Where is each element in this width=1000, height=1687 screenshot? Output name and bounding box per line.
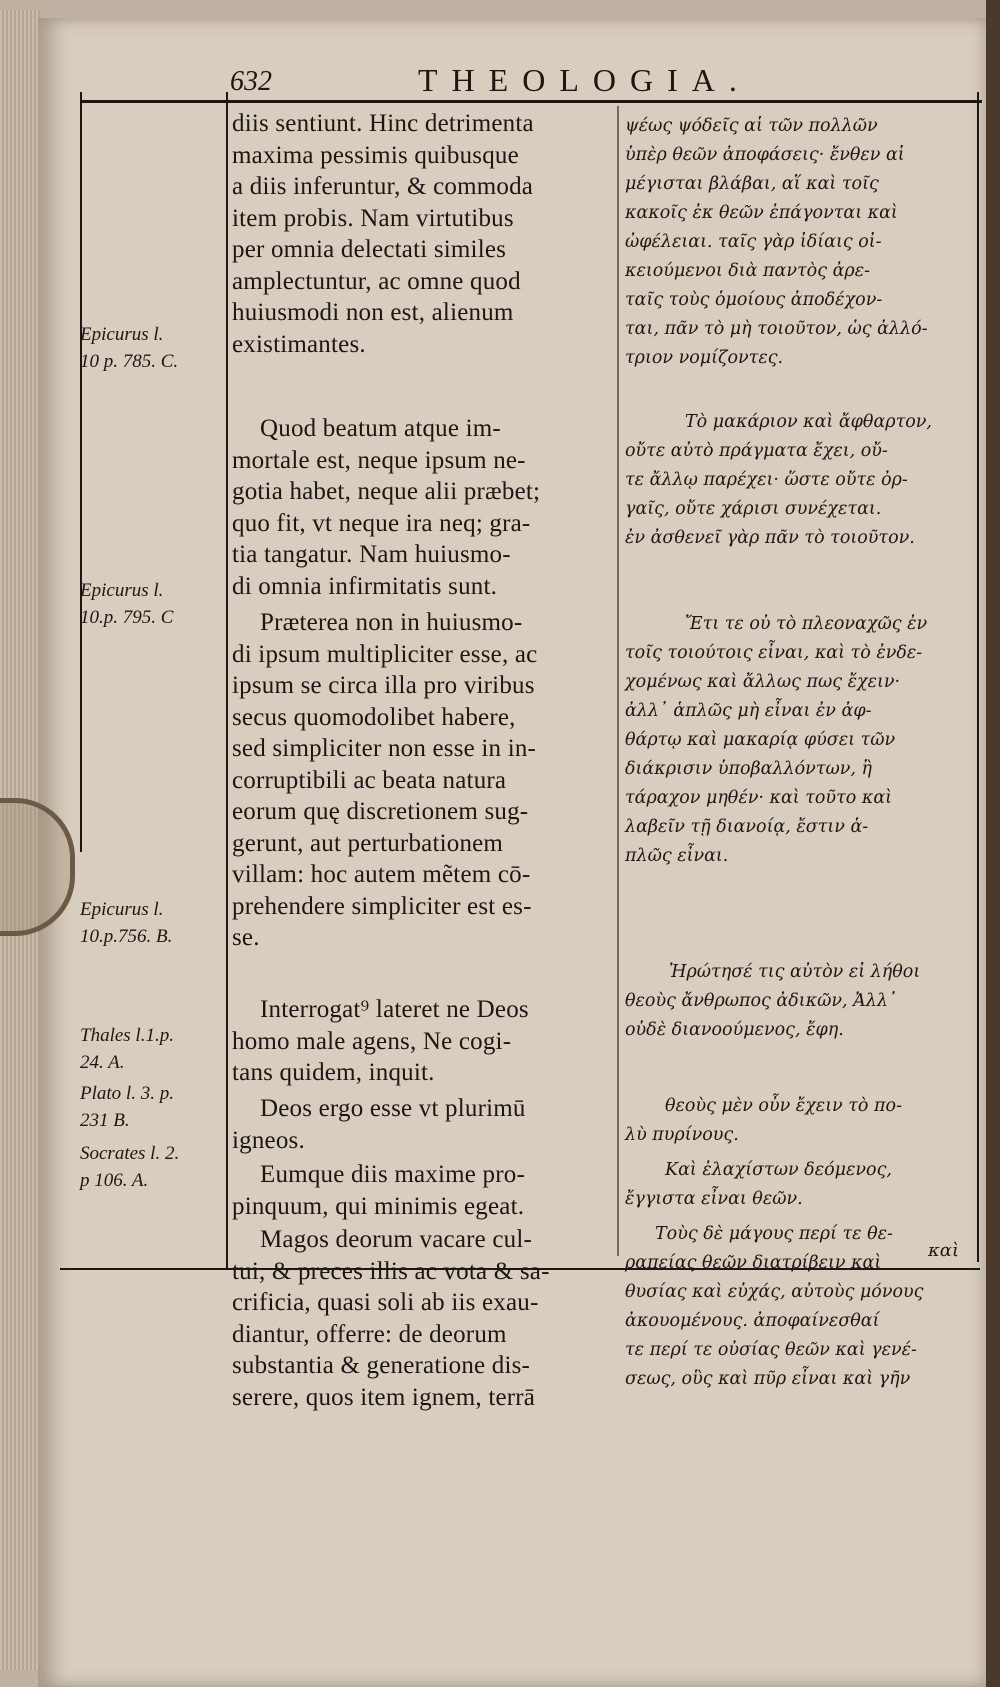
greek-paragraph: Τὸ μακάριον καὶ ἄφθαρτον, οὔτε αὐτὸ πράγματα ἔχει, οὔ- τε ἄλλῳ παρέχει· ὥστε οὔτε ὀρ- γαῖς, οὔτε χάρισι συνέχεται. ἐν ἀσθενεῖ γὰρ πᾶν τὸ τοιοῦτον. xyxy=(625,412,932,548)
page-number: 632 xyxy=(230,66,272,97)
latin-paragraph: Præterea non in huiusmo- di ipsum multipliciter esse, ac ipsum se circa illa pro viribus secus quomodolibet habere, sed simpliciter non esse in in- corruptibili ac beata natura eorum quę discretionem sug- gerunt, aut perturbationem villam: hoc autem mẽtem cō- prehendere simpliciter est es- se. xyxy=(232,609,538,951)
greek-column-rule xyxy=(617,106,619,1256)
running-title: THEOLOGIA. xyxy=(418,62,751,98)
greek-paragraph: Τοὺς δὲ μάγους περί τε θε- ραπείας θεῶν διατρίβειν καὶ θυσίας καὶ εὐχάς, αὐτοὺς μόνους ἀκουομένους. ἀποφαίνεσθαί τε περί τε οὐσίας θεῶν καὶ γενέ- σεως, οὓς καὶ πῦρ εἶναι καὶ γῆν xyxy=(625,1224,924,1389)
margin-notes-column xyxy=(80,100,230,1200)
latin-paragraph: Eumque diis maxime pro- pinquum, qui minimis egeat. xyxy=(232,1161,525,1220)
catchword: καὶ xyxy=(928,1240,960,1261)
margin-note: Epicurus l. 10.p. 795. C xyxy=(80,580,174,628)
latin-paragraph: diis sentiunt. Hinc detrimenta maxima pessimis quibusque a diis inferuntur, & commoda item probis. Nam virtutibus per omnia delectati similes amplectuntur, ac omne quod huiusmodi non est, alienum existimantes. xyxy=(232,110,534,358)
margin-note: Epicurus l. 10.p.756. B. xyxy=(80,899,173,947)
greek-paragraph: ψέως ψόδεῖς αἱ τῶν πολλῶν ὑπὲρ θεῶν ἀποφάσεις· ἔνθεν αἱ μέγισται βλάβαι, αἵ καὶ τοῖς κακοῖς ἐκ θεῶν ἐπάγονται καὶ ὠφέλειαι. ταῖς γὰρ ἰδίαις οἰ- κειούμενοι διὰ παντὸς ἀρε- ταῖς τοὺς ὁμοίους ἀποδέχον- ται, πᾶν τὸ μὴ τοιοῦτον, ὡς ἀλλό- τριον νομίζοντες. xyxy=(625,116,928,368)
margin-note: Plato l. 3. p. 231 B. xyxy=(80,1083,174,1131)
latin-paragraph: Deos ergo esse vt plurimū igneos. xyxy=(232,1095,526,1154)
latin-paragraph: Interrogat⁹ lateret ne Deos homo male agens, Ne cogi- tans quidem, inquit. xyxy=(232,996,529,1086)
greek-paragraph: θεοὺς μὲν οὖν ἔχειν τὸ πο- λὺ πυρίνους. xyxy=(625,1096,902,1145)
greek-paragraph: Ἔτι τε οὐ τὸ πλεοναχῶς ἐν τοῖς τοιούτοις εἶναι, καὶ τὸ ἐνδε- χομένως καὶ ἄλλως πως ἔχειν· ἀλλ᾽ ἁπλῶς μὴ εἶναι ἐν ἀφ- θάρτῳ καὶ μακαρίᾳ φύσει τῶν διάκρισιν ὑποβαλλόντων, ἢ τάραχον μηθέν· καὶ τοῦτο καὶ λαβεῖν τῇ διανοίᾳ, ἔστιν ἁ- πλῶς εἶναι. xyxy=(625,614,928,866)
right-border-rule xyxy=(977,92,979,1262)
latin-paragraph: Quod beatum atque im- mortale est, neque ipsum ne- gotia habet, neque alii præbet; quo fit, vt neque ira neq; gra- tia tangatur. Nam huiusmo- di omnia infirmitatis sunt. xyxy=(232,415,541,600)
latin-paragraph: Magos deorum vacare cul- tui, & preces illis ac vota & sa- crificia, quasi soli ab iis exau- diantur, offerre: de deorum substantia & generatione dis- serere, quos item ignem, terrā xyxy=(232,1226,550,1411)
page-header xyxy=(230,62,890,102)
greek-paragraph: Ἠρώτησέ τις αὐτὸν εἰ λήθοι θεοὺς ἄνθρωπος ἀδικῶν, Ἀλλ᾽ οὐδὲ διανοούμενος, ἔφη. xyxy=(625,962,921,1040)
margin-note: Thales l.1.p. 24. A. xyxy=(80,1025,174,1073)
greek-paragraph: Καὶ ἐλαχίστων δεόμενος, ἔγγιστα εἶναι θεῶν. xyxy=(625,1160,892,1209)
book-cover-edge xyxy=(986,0,1000,1687)
margin-note: Epicurus l. 10 p. 785. C. xyxy=(80,324,179,372)
margin-note: Socrates l. 2. p 106. A. xyxy=(80,1143,180,1191)
